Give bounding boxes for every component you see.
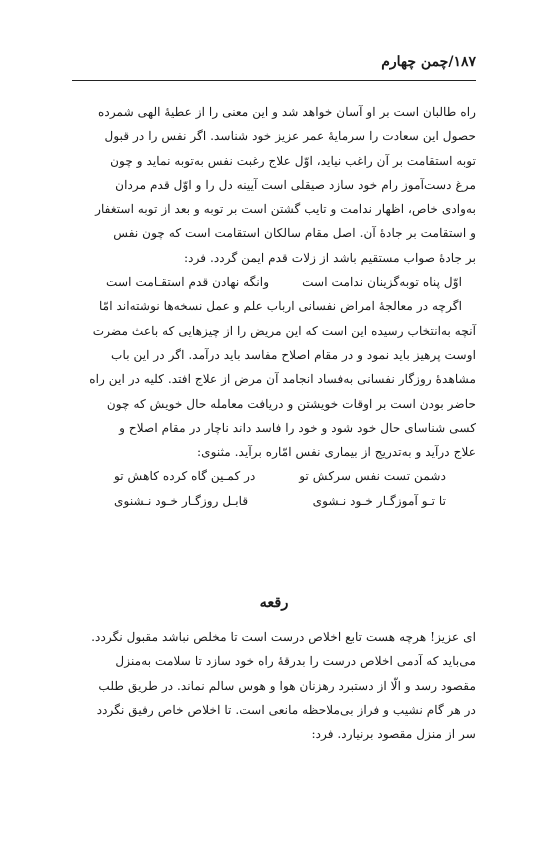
text-line: ای عزیز! هرچه هست تابع اخلاص درست است تا مخلص نباشد مقبول نگردد. — [91, 630, 476, 644]
paragraph-intro — [72, 100, 476, 270]
text-line: مرغ دست‌آموز رام خود سازد صیقلی است آیینه دل را و اوّل قدم مردان — [115, 177, 476, 192]
header-rule — [72, 80, 476, 81]
paragraph-sincerity — [72, 625, 476, 746]
text-line: سر از منزل مقصود برنیارد. فرد: — [311, 727, 476, 742]
text-line: مقصود رسد و الّا از دستبرد رهزنان هوا و هوس سالم نماند. در طریق طلب — [98, 678, 476, 693]
verse-hemistich-first: اوّل پناه توبه‌گزینان ندامت است — [302, 275, 462, 290]
text-line: مشاهدهٔ روزگار نفسانی به‌فساد انجامد آن مرض از علاج افتد. کلیه در این راه — [89, 372, 476, 387]
verse-hemistich-second: وانگه نهادن قدم استقـامت است — [106, 275, 270, 290]
paragraph-remedies — [72, 294, 476, 464]
text-block-upper — [72, 100, 476, 513]
text-line: در هر گام نشیب و فراز بی‌ملاحظه مانعی است. تا اخلاص خاص رفیق نگردد — [96, 702, 476, 717]
verse-hemistich-second: در کمـین گاه کرده کاهش تو — [114, 469, 256, 484]
text-line: بر جادهٔ صواب مستقیم باشد از زلات قدم ایمن گردد. فرد: — [184, 250, 476, 265]
text-line: می‌باید که آدمی اخلاص درست را بدرقهٔ راه خود سازد تا سلامت به‌منزل — [115, 654, 476, 669]
verse-couplet-2 — [72, 464, 476, 488]
text-line: و استقامت بر جادهٔ آن. اصل مقام سالکان استقامت است که چون نفس — [113, 226, 476, 241]
verse-couplet-1 — [72, 270, 476, 294]
text-line: علاج درآید و به‌تدریج از بیماری نفس امّاره برآید. مثنوی: — [196, 445, 476, 460]
text-line: حصول این سعادت را سرمایهٔ عمر عزیز خود شناسد. اگر نفس را در قبول — [104, 129, 476, 144]
text-line: توبه استقامت بر آن راغب نیاید، اوّل علاج رغبت نفس به‌توبه نماید و چون — [110, 153, 476, 168]
verse-hemistich-first: تا تـو آموزگـار خـود نـشوی — [312, 493, 446, 508]
section-heading: رقعه — [259, 594, 289, 611]
text-line: به‌وادی خاص، اظهار ندامت و تایب گشتن است بر توبه و بعد از توبه استغفار — [95, 202, 476, 217]
running-header — [72, 54, 476, 80]
verse-couplet-3 — [72, 489, 476, 513]
verse-hemistich-second: قابـل روزگـار خـود نـشنوی — [114, 493, 249, 508]
text-line: اوست پرهیز باید نمود و در مقام اصلاح مفاسد باید درآمد. اگر در این باب — [111, 347, 476, 362]
text-line: کسی شناسای حال خود شود و خود را فاسد داند ناچار در مقام اصلاح و — [119, 420, 476, 435]
text-block-lower — [72, 594, 476, 746]
page-number-and-chapter: ۱۸۷/چمن چهارم — [381, 54, 476, 70]
text-line: اگرچه در معالجهٔ امراض نفسانی ارباب علم و عمل نسخه‌ها نوشته‌اند امّا — [98, 299, 462, 314]
verse-hemistich-first: دشمن تست نفس سرکش تو — [299, 469, 446, 484]
text-line: راه طالبان است بر او آسان خواهد شد و این معنی را از عطیهٔ الهی شمرده — [98, 105, 476, 119]
heading-spacer — [72, 611, 476, 625]
text-line: آنچه به‌انتخاب رسیده این است که این مریض را از چیزهایی که باعث مضرت — [92, 323, 476, 338]
text-line: حاضر بودن است بر اوقات خویشتن و دریافت معامله حال خویش که چون — [106, 396, 476, 411]
